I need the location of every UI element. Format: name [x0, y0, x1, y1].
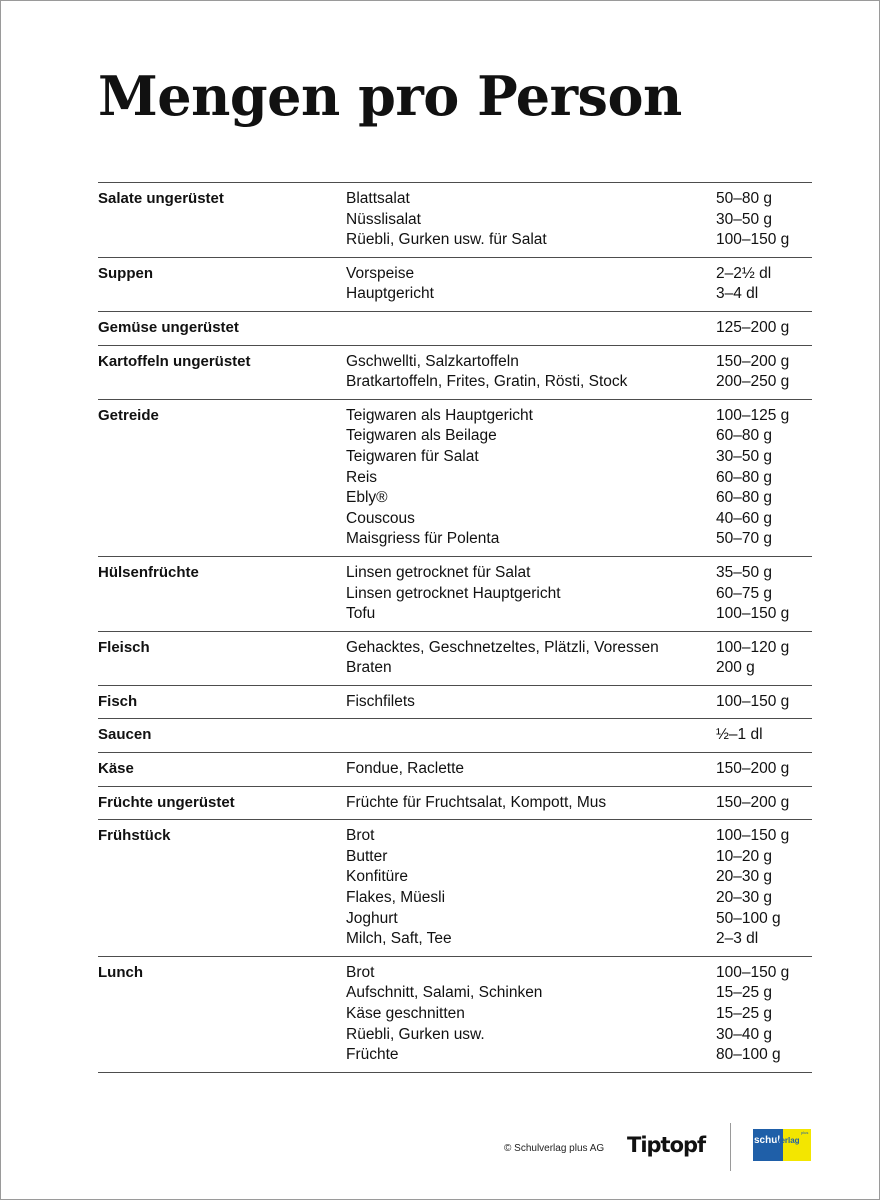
table-row: [346, 447, 812, 468]
quantities-table: [98, 182, 812, 1073]
item-name: Gehacktes, Geschnetzeltes, Plätzli, Voressen: [346, 638, 659, 656]
category-label: Frühstück: [98, 827, 171, 845]
table-row: [346, 210, 812, 231]
item-quantity: 125–200 g: [716, 318, 790, 336]
category-label: Saucen: [98, 726, 152, 744]
table-row: [346, 929, 812, 950]
item-quantity: 150–200 g: [716, 760, 790, 778]
table-group: [98, 719, 812, 753]
table-row: [346, 759, 812, 780]
item-quantity: 3–4 dl: [716, 285, 759, 303]
item-quantity: 10–20 g: [716, 847, 773, 865]
item-name: Rüebli, Gurken usw. für Salat: [346, 231, 547, 249]
item-name: Teigwaren für Salat: [346, 447, 479, 465]
category-label: Salate ungerüstet: [98, 190, 224, 207]
item-name: Braten: [346, 659, 392, 677]
item-name: Brot: [346, 827, 375, 845]
item-quantity: 15–25 g: [716, 1005, 773, 1022]
group-rows: [346, 826, 812, 950]
group-rows: [346, 406, 812, 550]
item-quantity: ½–1 dl: [716, 726, 763, 744]
category-label: Getreide: [98, 406, 159, 424]
item-quantity: 60–80 g: [716, 468, 773, 486]
group-rows: [346, 264, 812, 305]
table-group: [98, 183, 812, 258]
item-quantity: 50–80 g: [716, 190, 773, 207]
group-rows: [346, 318, 812, 339]
item-name: Früchte: [346, 1046, 399, 1064]
item-name: Flakes, Müesli: [346, 889, 446, 907]
table-row: [346, 509, 812, 530]
table-row: [346, 867, 812, 888]
item-quantity: 60–75 g: [716, 584, 773, 602]
category-label: Käse: [98, 760, 134, 778]
item-quantity: 100–125 g: [716, 406, 790, 424]
tiptopf-logo: Tiptopf: [627, 1133, 706, 1157]
table-group: [98, 632, 812, 686]
table-row: [346, 189, 812, 210]
item-name: Joghurt: [346, 909, 398, 927]
table-row: [346, 963, 812, 984]
table-row: [346, 847, 812, 868]
item-quantity: 20–30 g: [716, 889, 773, 907]
item-quantity: 15–25 g: [716, 984, 773, 1002]
group-rows: [346, 189, 812, 251]
table-row: [346, 692, 812, 713]
table-row: [346, 468, 812, 489]
category-label: Fleisch: [98, 638, 150, 656]
footer: [1, 1119, 880, 1179]
item-name: Brot: [346, 963, 375, 981]
item-name: Teigwaren als Hauptgericht: [346, 406, 533, 424]
group-rows: [346, 352, 812, 393]
category-label: Kartoffeln ungerüstet: [98, 352, 251, 370]
item-name: Couscous: [346, 509, 415, 527]
table-row: [346, 909, 812, 930]
item-name: Fischfilets: [346, 692, 415, 710]
item-quantity: 20–30 g: [716, 868, 773, 886]
table-group: [98, 346, 812, 400]
table-group: [98, 787, 812, 821]
item-name: Bratkartoffeln, Frites, Gratin, Rösti, Stock: [346, 373, 628, 391]
item-quantity: 200–250 g: [716, 373, 790, 391]
table-row: [346, 426, 812, 447]
table-row: [346, 725, 812, 746]
table-row: [346, 230, 812, 251]
item-quantity: 100–120 g: [716, 638, 790, 656]
item-quantity: 30–40 g: [716, 1025, 773, 1043]
group-rows: [346, 692, 812, 713]
item-name: Hauptgericht: [346, 285, 434, 303]
item-quantity: 50–100 g: [716, 909, 781, 927]
schulverlag-logo: [753, 1129, 811, 1161]
item-name: Nüsslisalat: [346, 210, 421, 228]
logo-word-verlag: verlag: [776, 1136, 800, 1145]
item-quantity: 30–50 g: [716, 210, 773, 228]
group-rows: [346, 963, 812, 1066]
category-label: Früchte ungerüstet: [98, 793, 235, 811]
table-row: [346, 318, 812, 339]
page-title: Mengen pro Person: [98, 64, 682, 128]
table-row: [346, 488, 812, 509]
table-row: [346, 983, 812, 1004]
table-group: [98, 820, 812, 957]
item-name: Maisgriess für Polenta: [346, 530, 500, 548]
item-quantity: 100–150 g: [716, 827, 790, 845]
group-rows: [346, 563, 812, 625]
footer-divider: [730, 1123, 731, 1171]
item-name: Milch, Saft, Tee: [346, 930, 452, 948]
item-name: Blattsalat: [346, 190, 410, 207]
item-name: Butter: [346, 847, 388, 865]
item-quantity: 60–80 g: [716, 489, 773, 507]
item-quantity: 100–150 g: [716, 692, 790, 710]
category-label: Fisch: [98, 692, 138, 710]
table-row: [346, 1025, 812, 1046]
item-name: Linsen getrocknet Hauptgericht: [346, 584, 561, 602]
table-row: [346, 584, 812, 605]
group-rows: [346, 793, 812, 814]
table-row: [346, 793, 812, 814]
item-quantity: 100–150 g: [716, 231, 790, 249]
item-name: Linsen getrocknet für Salat: [346, 563, 531, 581]
category-label: Suppen: [98, 264, 153, 282]
group-rows: [346, 759, 812, 780]
category-label: Hülsenfrüchte: [98, 563, 199, 581]
item-quantity: 40–60 g: [716, 509, 773, 527]
table-group: [98, 957, 812, 1073]
item-name: Gschwellti, Salzkartoffeln: [346, 352, 519, 370]
item-quantity: 150–200 g: [716, 793, 790, 811]
item-name: Früchte für Fruchtsalat, Kompott, Mus: [346, 793, 607, 811]
item-name: Konfitüre: [346, 868, 409, 886]
item-quantity: 60–80 g: [716, 427, 773, 445]
item-quantity: 200 g: [716, 659, 755, 677]
table-row: [346, 352, 812, 373]
table-group: [98, 753, 812, 787]
item-quantity: 30–50 g: [716, 447, 773, 465]
item-name: Teigwaren als Beilage: [346, 427, 497, 445]
logo-word-schul: schul: [754, 1135, 781, 1146]
table-group: [98, 557, 812, 632]
table-group: [98, 400, 812, 557]
item-name: [346, 725, 716, 746]
category-label: Lunch: [98, 963, 143, 981]
table-row: [346, 264, 812, 285]
item-quantity: 35–50 g: [716, 563, 773, 581]
table-row: [346, 658, 812, 679]
group-rows: [346, 638, 812, 679]
table-row: [346, 1004, 812, 1025]
item-quantity: 150–200 g: [716, 352, 790, 370]
table-row: [346, 1045, 812, 1066]
item-name: Reis: [346, 468, 378, 486]
table-row: [346, 406, 812, 427]
table-row: [346, 604, 812, 625]
table-row: [346, 529, 812, 550]
table-group: [98, 686, 812, 720]
group-rows: [346, 725, 812, 746]
item-name: Rüebli, Gurken usw.: [346, 1025, 485, 1043]
table-row: [346, 372, 812, 393]
item-quantity: 100–150 g: [716, 963, 790, 981]
table-group: [98, 258, 812, 312]
copyright-text: © Schulverlag plus AG: [504, 1143, 605, 1154]
table-group: [98, 312, 812, 346]
table-row: [346, 638, 812, 659]
item-name: Tofu: [346, 605, 376, 623]
table-row: [346, 284, 812, 305]
item-quantity: 100–150 g: [716, 605, 790, 623]
item-name: [346, 318, 716, 339]
item-name: Käse geschnitten: [346, 1005, 465, 1022]
item-name: Fondue, Raclette: [346, 760, 465, 778]
table-row: [346, 826, 812, 847]
table-row: [346, 563, 812, 584]
item-quantity: 50–70 g: [716, 530, 773, 548]
logo-word-plus: plus: [801, 1130, 809, 1135]
item-quantity: 2–2½ dl: [716, 264, 772, 282]
item-quantity: 2–3 dl: [716, 930, 759, 948]
category-label: Gemüse ungerüstet: [98, 318, 239, 336]
item-name: Ebly®: [346, 489, 388, 507]
table-row: [346, 888, 812, 909]
item-quantity: 80–100 g: [716, 1046, 781, 1064]
item-name: Aufschnitt, Salami, Schinken: [346, 984, 543, 1002]
item-name: Vorspeise: [346, 264, 415, 282]
